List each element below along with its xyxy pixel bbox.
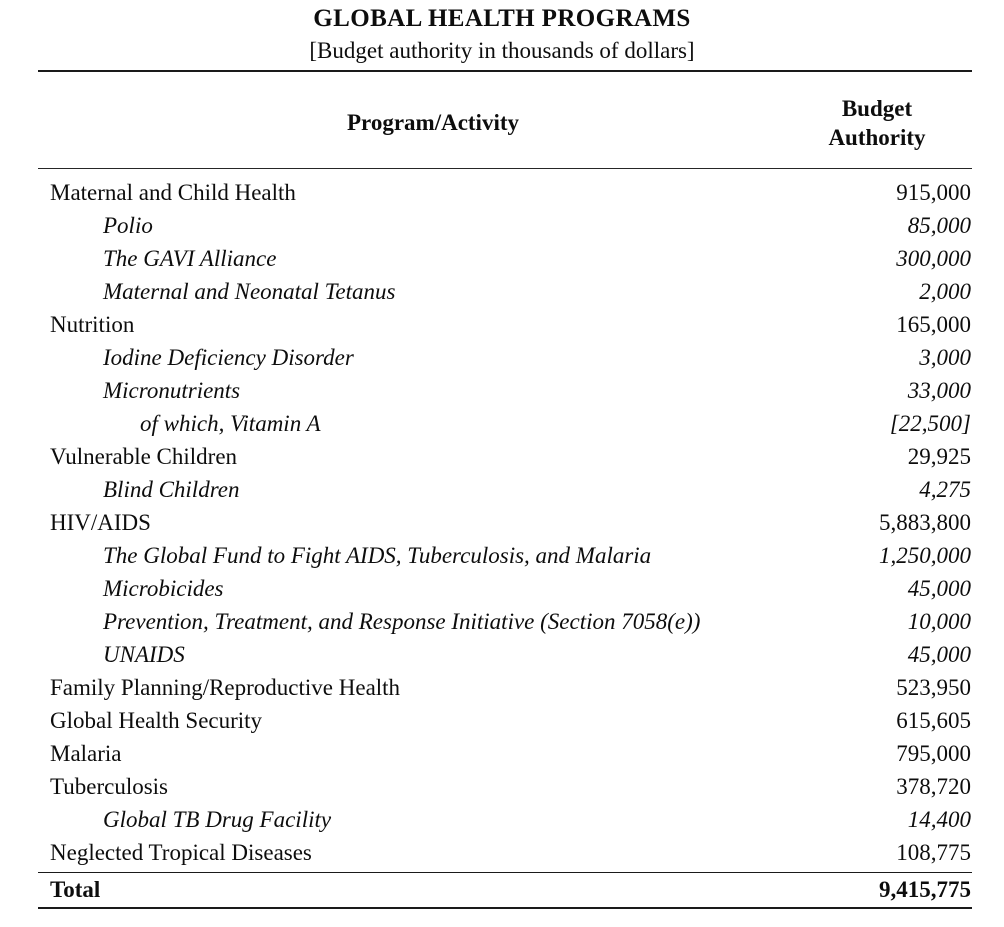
table-row xyxy=(38,440,972,473)
row-label: of which, Vitamin A xyxy=(140,411,321,436)
row-value: 523,950 xyxy=(896,675,971,700)
row-label: Family Planning/Reproductive Health xyxy=(50,675,401,700)
row-value: 378,720 xyxy=(896,774,971,799)
table-column-headers xyxy=(38,72,972,168)
table-row xyxy=(38,572,972,605)
row-value: 300,000 xyxy=(896,246,971,271)
row-value: 10,000 xyxy=(907,609,971,634)
row-value: 33,000 xyxy=(907,378,971,403)
row-label: Maternal and Child Health xyxy=(50,180,296,205)
budget-table xyxy=(38,70,972,909)
table-row xyxy=(38,308,972,341)
column-header-budget-line2: Authority xyxy=(828,125,926,150)
table-row xyxy=(38,737,972,770)
table-row xyxy=(38,506,972,539)
row-label: HIV/AIDS xyxy=(50,510,151,535)
table-row xyxy=(38,704,972,737)
column-header-budget-authority xyxy=(782,94,972,152)
row-label: Maternal and Neonatal Tetanus xyxy=(103,279,396,304)
table-row xyxy=(38,473,972,506)
table-row xyxy=(38,242,972,275)
table-row xyxy=(38,407,972,440)
row-label: Iodine Deficiency Disorder xyxy=(103,345,354,370)
table-row xyxy=(38,341,972,374)
table-row xyxy=(38,374,972,407)
row-label: UNAIDS xyxy=(103,642,185,667)
table-row xyxy=(38,836,972,869)
table-body xyxy=(38,169,972,872)
row-value: 615,605 xyxy=(896,708,971,733)
row-value: 915,000 xyxy=(896,180,971,205)
document-title: GLOBAL HEALTH PROGRAMS xyxy=(313,5,691,32)
title-block xyxy=(0,4,1004,66)
row-value: 165,000 xyxy=(896,312,971,337)
row-value: 14,400 xyxy=(907,807,971,832)
table-row xyxy=(38,638,972,671)
column-header-program-activity: Program/Activity xyxy=(346,110,520,135)
table-row xyxy=(38,539,972,572)
table-row xyxy=(38,176,972,209)
table-row xyxy=(38,209,972,242)
row-value: 45,000 xyxy=(907,576,971,601)
row-value: 108,775 xyxy=(896,840,971,865)
table-row xyxy=(38,803,972,836)
row-value: 85,000 xyxy=(907,213,971,238)
row-label: Nutrition xyxy=(50,312,135,337)
row-label: Global Health Security xyxy=(50,708,263,733)
row-label: Neglected Tropical Diseases xyxy=(50,840,312,865)
row-label: Malaria xyxy=(50,741,122,766)
row-value: 2,000 xyxy=(919,279,971,304)
table-row xyxy=(38,770,972,803)
row-value: 5,883,800 xyxy=(879,510,971,535)
row-value: [22,500] xyxy=(889,411,971,436)
total-bottom-rule xyxy=(38,907,972,909)
row-value: 29,925 xyxy=(907,444,971,469)
row-label: Micronutrients xyxy=(103,378,241,403)
row-label: The Global Fund to Fight AIDS, Tuberculosis, and Malaria xyxy=(103,543,652,568)
table-row xyxy=(38,275,972,308)
total-value: 9,415,775 xyxy=(879,877,971,902)
row-label: Microbicides xyxy=(103,576,224,601)
row-label: Global TB Drug Facility xyxy=(103,807,332,832)
table-row xyxy=(38,671,972,704)
total-label: Total xyxy=(50,877,101,902)
row-label: Blind Children xyxy=(103,477,240,502)
row-label: Vulnerable Children xyxy=(50,444,238,469)
row-label: Tuberculosis xyxy=(50,774,168,799)
document-subtitle: [Budget authority in thousands of dollars] xyxy=(309,38,695,63)
row-value: 1,250,000 xyxy=(879,543,971,568)
row-label: The GAVI Alliance xyxy=(103,246,277,271)
table-total-row xyxy=(38,873,972,906)
row-value: 45,000 xyxy=(907,642,971,667)
column-header-budget-line1: Budget xyxy=(841,96,913,121)
row-value: 795,000 xyxy=(896,741,971,766)
row-label: Polio xyxy=(103,213,153,238)
row-label: Prevention, Treatment, and Response Initiative (Section 7058(e)) xyxy=(103,609,701,634)
table-row xyxy=(38,605,972,638)
row-value: 3,000 xyxy=(919,345,971,370)
row-value: 4,275 xyxy=(919,477,971,502)
